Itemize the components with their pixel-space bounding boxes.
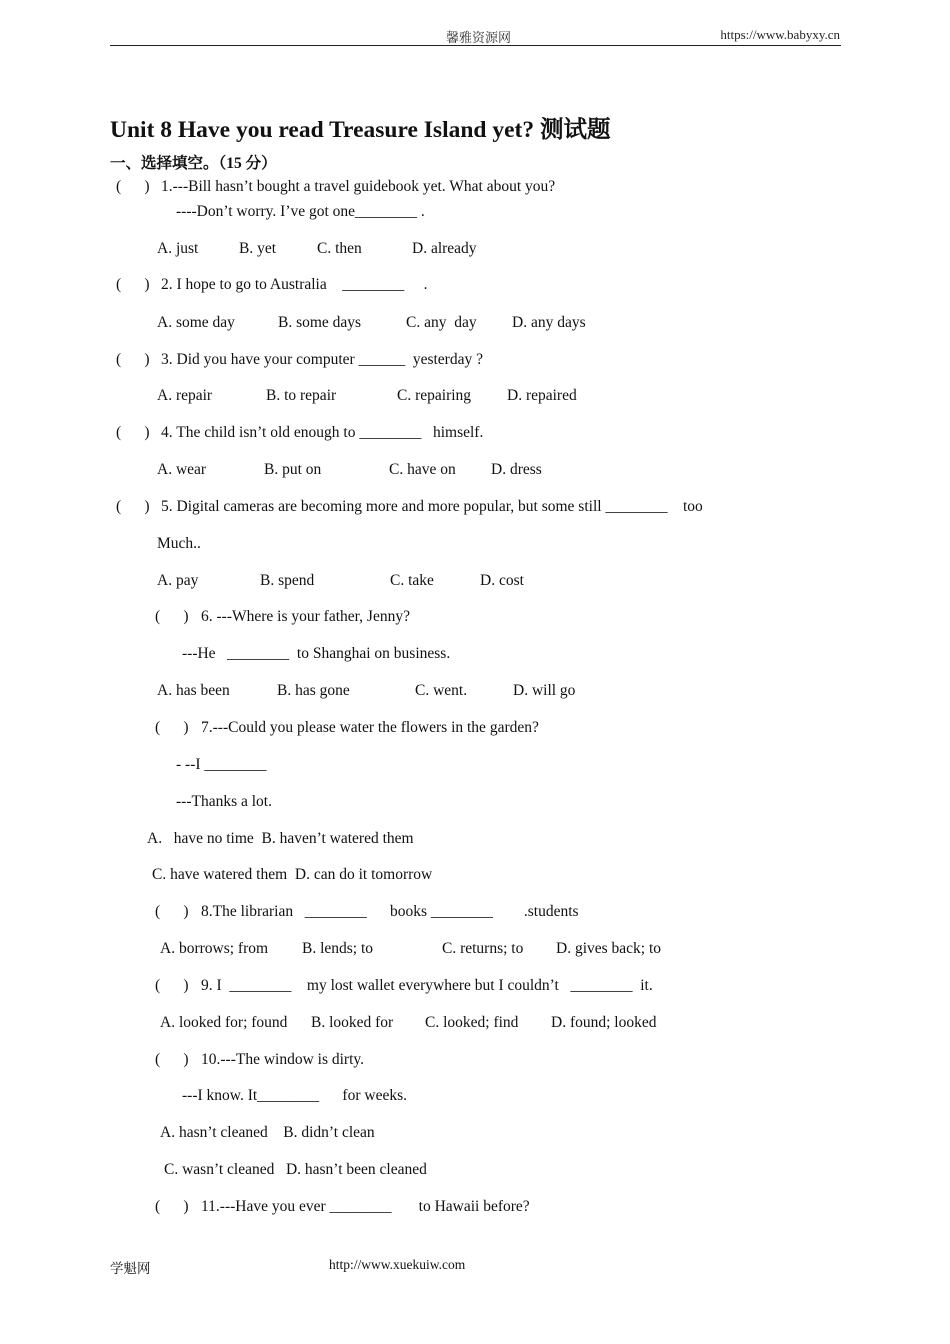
option-b: B. some days xyxy=(278,314,362,331)
option-a: A. pay xyxy=(157,572,199,589)
header-url[interactable]: https://www.babyxy.cn xyxy=(720,27,840,42)
page-title: Unit 8 Have you read Treasure Island yet? 测试题 xyxy=(110,117,611,143)
question-stem: 1.---Bill hasn’t bought a travel guidebook yet. What about you? xyxy=(161,178,556,195)
option-b: B. has gone xyxy=(277,682,350,699)
option-c: C. repairing xyxy=(397,387,472,404)
option-d: D. gives back; to xyxy=(556,940,662,957)
option-d: D. will go xyxy=(513,682,576,699)
option-a: A. borrows; from xyxy=(160,940,269,957)
question-11 xyxy=(155,1197,530,1217)
footer-site-name: 学魁网 xyxy=(110,1261,151,1276)
option-b: B. lends; to xyxy=(302,940,374,957)
answer-blank: ( ) xyxy=(155,977,189,994)
question-stem: 10.---The window is dirty. xyxy=(201,1051,365,1068)
question-stem-2: ---I know. It________ for weeks. xyxy=(182,1087,407,1104)
question-stem: 3. Did you have your computer ______ yesterday ? xyxy=(161,351,483,368)
option-a: A. just xyxy=(157,240,199,257)
answer-blank: ( ) xyxy=(155,1198,189,1215)
question-stem: 8.The librarian ________ books ________ .students xyxy=(201,903,579,920)
options-ab: A. hasn’t cleaned B. didn’t clean xyxy=(160,1124,375,1141)
option-a: A. repair xyxy=(157,387,213,404)
option-c: C. returns; to xyxy=(442,940,524,957)
option-b: B. to repair xyxy=(266,387,337,404)
question-5 xyxy=(116,497,703,517)
question-3 xyxy=(116,350,483,370)
footer-url[interactable]: http://www.xuekuiw.com xyxy=(329,1257,466,1272)
option-b: B. yet xyxy=(239,240,277,257)
question-7 xyxy=(155,718,539,738)
option-d: D. cost xyxy=(480,572,524,589)
header-site-name: 馨雅资源网 xyxy=(446,30,512,45)
option-d: D. found; looked xyxy=(551,1014,657,1031)
question-stem: 7.---Could you please water the flowers in the garden? xyxy=(201,719,539,736)
option-d: D. already xyxy=(412,240,477,257)
answer-blank: ( ) xyxy=(116,276,150,293)
question-1 xyxy=(116,177,555,197)
option-a: A. looked for; found xyxy=(160,1014,288,1031)
option-d: D. repaired xyxy=(507,387,577,404)
question-stem-2: - --I ________ xyxy=(176,756,267,773)
option-b: B. looked for xyxy=(311,1014,394,1031)
question-stem: 2. I hope to go to Australia ________ . xyxy=(161,276,428,293)
question-stem: 4. The child isn’t old enough to ________ himself. xyxy=(161,424,484,441)
question-stem-2: ---He ________ to Shanghai on business. xyxy=(182,645,451,662)
answer-blank: ( ) xyxy=(116,498,150,515)
question-4 xyxy=(116,423,483,443)
option-a: A. has been xyxy=(157,682,230,699)
option-a: A. wear xyxy=(157,461,207,478)
option-c: C. take xyxy=(390,572,434,589)
option-d: D. any days xyxy=(512,314,586,331)
options-cd: C. have watered them D. can do it tomorrow xyxy=(152,866,433,883)
answer-blank: ( ) xyxy=(116,178,150,195)
option-c: C. then xyxy=(317,240,362,257)
question-stem: 11.---Have you ever ________ to Hawaii before? xyxy=(201,1198,530,1215)
question-stem: 5. Digital cameras are becoming more and more popular, but some still ________ too xyxy=(161,498,703,515)
answer-blank: ( ) xyxy=(116,351,150,368)
option-d: D. dress xyxy=(491,461,542,478)
answer-blank: ( ) xyxy=(155,1051,189,1068)
question-8 xyxy=(155,902,579,922)
question-stem-2: Much.. xyxy=(157,535,201,552)
question-10 xyxy=(155,1050,364,1070)
options-cd: C. wasn’t cleaned D. hasn’t been cleaned xyxy=(164,1161,427,1178)
question-9 xyxy=(155,976,653,996)
answer-blank: ( ) xyxy=(155,719,189,736)
question-6 xyxy=(155,607,410,627)
question-2 xyxy=(116,275,428,295)
question-stem: 9. I ________ my lost wallet everywhere but I couldn’t ________ it. xyxy=(201,977,653,994)
section-heading: 一、选择填空。（15 分） xyxy=(110,155,277,172)
option-b: B. put on xyxy=(264,461,322,478)
option-c: C. looked; find xyxy=(425,1014,519,1031)
option-c: C. have on xyxy=(389,461,456,478)
question-stem: 6. ---Where is your father, Jenny? xyxy=(201,608,410,625)
header-divider xyxy=(110,45,841,46)
option-b: B. spend xyxy=(260,572,315,589)
answer-blank: ( ) xyxy=(116,424,150,441)
answer-blank: ( ) xyxy=(155,608,189,625)
answer-blank: ( ) xyxy=(155,903,189,920)
question-stem-2: ----Don’t worry. I’ve got one________ . xyxy=(176,203,425,220)
options-ab: A. have no time B. haven’t watered them xyxy=(147,830,414,847)
option-a: A. some day xyxy=(157,314,235,331)
option-c: C. any day xyxy=(406,314,477,331)
option-c: C. went. xyxy=(415,682,468,699)
question-stem-3: ---Thanks a lot. xyxy=(176,793,272,810)
